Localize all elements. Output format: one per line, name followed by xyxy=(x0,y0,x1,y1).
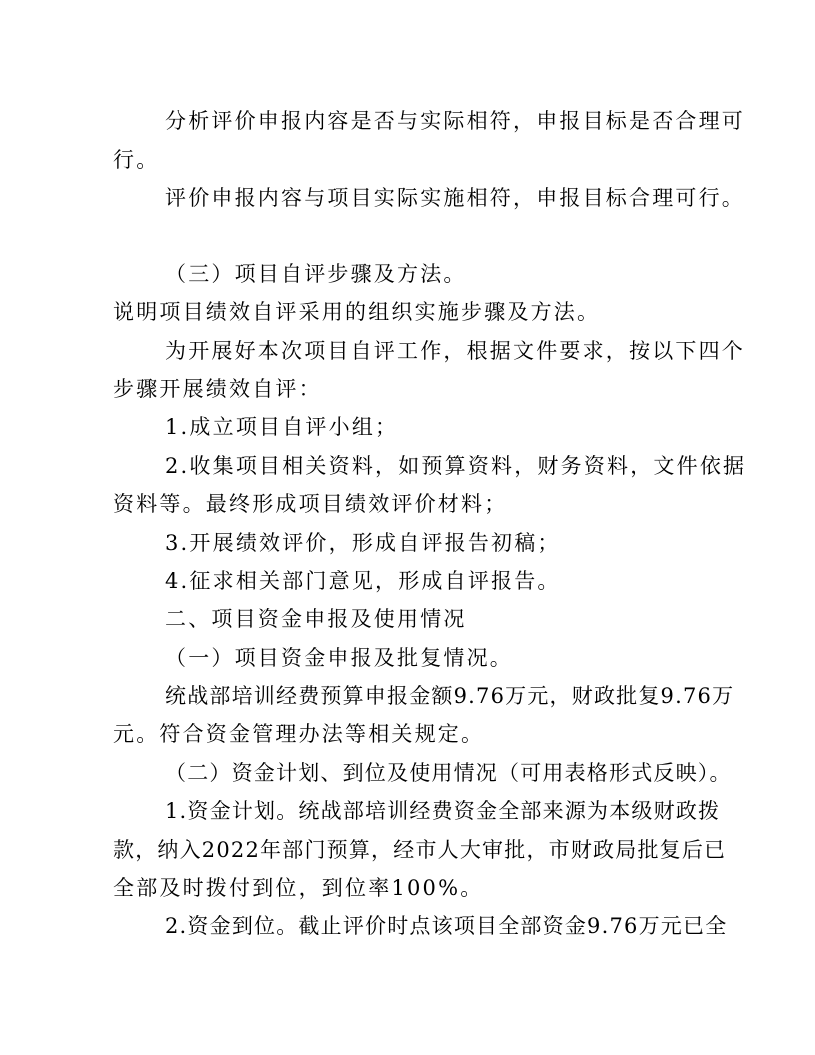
paragraph-line: 行。 xyxy=(113,148,160,172)
list-item: 2.资金到位。截止评价时点该项目全部资金9.76万元已全 xyxy=(165,914,728,938)
list-item: 3.开展绩效评价，形成自评报告初稿； xyxy=(165,531,561,555)
paragraph-line: 元。符合资金管理办法等相关规定。 xyxy=(113,722,485,746)
subsection-heading: （一）项目资金申报及批复情况。 xyxy=(165,646,513,670)
paragraph-line: 全部及时拨付到位，到位率100%。 xyxy=(113,876,484,900)
paragraph-line: 资料等。最终形成项目绩效评价材料； xyxy=(113,492,508,516)
paragraph-line: 统战部培训经费预算申报金额9.76万元，财政批复9.76万 xyxy=(165,684,735,708)
paragraph-line: 为开展好本次项目自评工作，根据文件要求，按以下四个 xyxy=(165,339,745,363)
subsection-heading: （二）资金计划、到位及使用情况（可用表格形式反映）。 xyxy=(165,761,732,785)
section-heading: （三）项目自评步骤及方法。 xyxy=(165,262,467,286)
paragraph-line: 款，纳入2022年部门预算，经市人大审批，市财政局批复后已 xyxy=(113,838,727,862)
paragraph-line: 说明项目绩效自评采用的组织实施步骤及方法。 xyxy=(113,300,601,324)
paragraph-line: 评价申报内容与项目实际实施相符，申报目标合理可行。 xyxy=(165,186,745,210)
list-item: 1.资金计划。统战部培训经费资金全部来源为本级财政拨 xyxy=(165,799,721,823)
paragraph-line: 步骤开展绩效自评： xyxy=(113,377,322,401)
list-item: 4.征求相关部门意见，形成自评报告。 xyxy=(165,569,561,593)
list-item: 1.成立项目自评小组； xyxy=(165,415,399,439)
section-heading: 二、项目资金申报及使用情况 xyxy=(165,607,467,631)
list-item: 2.收集项目相关资料，如预算资料，财务资料，文件依据 xyxy=(165,454,747,478)
paragraph-line: 分析评价申报内容是否与实际相符，申报目标是否合理可 xyxy=(165,109,745,133)
